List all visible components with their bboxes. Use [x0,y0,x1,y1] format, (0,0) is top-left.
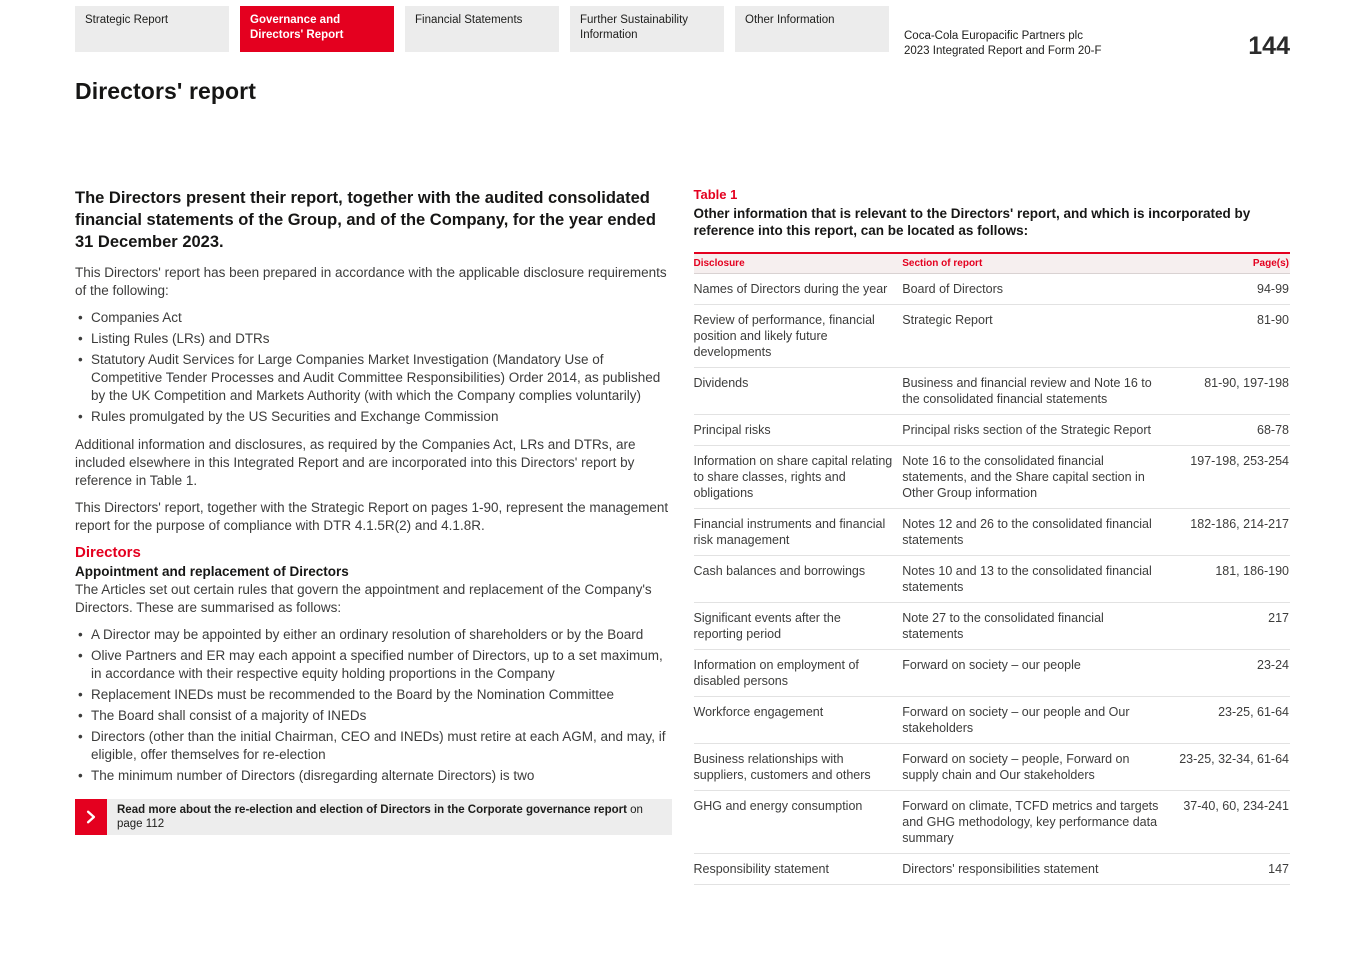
table-row [694,697,1291,744]
cell-pages: 147 [1171,854,1290,885]
cell-disclosure: Financial instruments and financial risk management [694,509,903,556]
cell-disclosure: Cash balances and borrowings [694,556,903,603]
directors-section-heading: Directors [75,544,141,561]
cell-pages: 197-198, 253-254 [1171,446,1290,509]
cell-disclosure: Workforce engagement [694,697,903,744]
bullet-item: • Statutory Audit Services for Large Companies Market Investigation (Mandatory Use of Competitive Tender Processes and Audit Committee Responsibilities) Order 2014, as published by the UK Competition and Markets Authority (with which the Company complies voluntarily) [75,351,672,405]
table-row [694,556,1291,603]
content-columns [75,187,1290,885]
cell-disclosure: GHG and energy consumption [694,791,903,854]
cell-pages: 81-90, 197-198 [1171,368,1290,415]
table-row [694,603,1291,650]
cell-section: Business and financial review and Note 16 to the consolidated financial statements [902,368,1170,415]
cell-disclosure: Information on share capital relating to share classes, rights and obligations [694,446,903,509]
bullet-item: • A Director may be appointed by either an ordinary resolution of shareholders or by the Board [75,626,672,644]
cell-disclosure: Significant events after the reporting period [694,603,903,650]
appointment-subheading: Appointment and replacement of Directors [75,564,349,579]
bullet-item: • The Board shall consist of a majority of INEDs [75,707,672,725]
cell-section: Notes 10 and 13 to the consolidated financial statements [902,556,1170,603]
cell-section: Forward on society – people, Forward on supply chain and Our stakeholders [902,744,1170,791]
read-more-bold: Read more about the re-election and election of Directors in the Corporate governance report [117,804,627,816]
cell-pages: 217 [1171,603,1290,650]
bullet-item: • Replacement INEDs must be recommended to the Board by the Nomination Committee [75,686,672,704]
bullet-item: • Companies Act [75,309,672,327]
cell-pages: 68-78 [1171,415,1290,446]
lead-paragraph: The Directors present their report, together with the audited consolidated financial statements of the Group, and of the Company, for the year ended 31 December 2023. [75,189,656,251]
section-tabs [75,6,889,52]
column-header-disclosure: Disclosure [694,253,903,274]
cell-section: Note 16 to the consolidated financial statements, and the Share capital section in Other Group information [902,446,1170,509]
chevron-right-icon [75,799,107,835]
read-more-rest: on page 112 [117,804,643,830]
bullet-item: • The minimum number of Directors (disregarding alternate Directors) is two [75,767,672,785]
table-row [694,446,1291,509]
cell-section: Strategic Report [902,305,1170,368]
table-row [694,791,1291,854]
cell-section: Principal risks section of the Strategic Report [902,415,1170,446]
table-row [694,415,1291,446]
bullet-item: • Directors (other than the initial Chairman, CEO and INEDs) must retire at each AGM, and may, if eligible, offer themselves for re-election [75,728,672,764]
cell-disclosure: Dividends [694,368,903,415]
cell-disclosure: Business relationships with suppliers, customers and others [694,744,903,791]
cell-pages: 94-99 [1171,274,1290,305]
page-title: Directors' report [75,78,256,104]
cell-section: Directors' responsibilities statement [902,854,1170,885]
cell-pages: 23-25, 32-34, 61-64 [1171,744,1290,791]
tab-financial-statements[interactable]: Financial Statements [405,6,559,52]
table-header-row [694,253,1291,274]
cell-disclosure: Information on employment of disabled persons [694,650,903,697]
cell-pages: 23-25, 61-64 [1171,697,1290,744]
bullet-item: • Listing Rules (LRs) and DTRs [75,330,672,348]
right-column [694,187,1291,885]
articles-paragraph: The Articles set out certain rules that govern the appointment and replacement of the Company's Directors. These are summarised as follows: [75,582,652,615]
cell-section: Forward on society – our people and Our stakeholders [902,697,1170,744]
bullet-item: • Rules promulgated by the US Securities and Exchange Commission [75,408,672,426]
table-label: Table 1 [693,187,738,202]
column-header-section: Section of report [902,253,1170,274]
appointment-rules-list [75,626,672,785]
report-name: 2023 Integrated Report and Form 20-F [904,45,1102,58]
table-row [694,368,1291,415]
management-report-paragraph: This Directors' report, together with the Strategic Report on pages 1-90, represent the management report for the purpose of compliance with DTR 4.1.5R(2) and 4.1.8R. [75,500,669,533]
tab-other-information[interactable]: Other Information [735,6,889,52]
table-header [694,253,1291,274]
top-navigation [75,6,1290,61]
intro-paragraph: This Directors' report has been prepared in accordance with the applicable disclosure requirements of the following: [75,265,667,298]
cell-pages: 181, 186-190 [1171,556,1290,603]
table-heading: Other information that is relevant to the Directors' report, and which is incorporated by reference into this report, can be located as follows: [693,206,1251,238]
cell-pages: 37-40, 60, 234-241 [1171,791,1290,854]
disclosure-requirements-list [75,309,672,426]
cell-disclosure: Names of Directors during the year [694,274,903,305]
cell-pages: 182-186, 214-217 [1171,509,1290,556]
tab-strategic-report[interactable]: Strategic Report [75,6,229,52]
cell-section: Note 27 to the consolidated financial statements [902,603,1170,650]
page-number: 144 [1248,32,1290,60]
table-row [694,305,1291,368]
cell-disclosure: Review of performance, financial position and likely future developments [694,305,903,368]
table-row [694,650,1291,697]
table-row [694,854,1291,885]
cell-disclosure: Responsibility statement [694,854,903,885]
cell-pages: 23-24 [1171,650,1290,697]
left-column [75,187,672,885]
additional-info-paragraph: Additional information and disclosures, as required by the Companies Act, LRs and DTRs, are included elsewhere in this Integrated Report and are incorporated into this Directors' report by reference in Table 1. [75,437,636,488]
table-row [694,274,1291,305]
cell-section: Board of Directors [902,274,1170,305]
read-more-text [107,799,672,835]
company-name: Coca-Cola Europacific Partners plc [904,30,1083,42]
tab-further-sustainability-information[interactable]: Further Sustainability Information [570,6,724,52]
cell-pages: 81-90 [1171,305,1290,368]
table-body [694,274,1291,885]
cell-section: Forward on society – our people [902,650,1170,697]
cell-section: Notes 12 and 26 to the consolidated financial statements [902,509,1170,556]
column-header-pages: Page(s) [1171,253,1290,274]
bullet-item: • Olive Partners and ER may each appoint a specified number of Directors, up to a set maximum, in accordance with their respective equity holding proportions in the Company [75,647,672,683]
table-row [694,744,1291,791]
report-identity [904,6,1102,59]
cell-disclosure: Principal risks [694,415,903,446]
tab-governance-directors-report[interactable]: Governance and Directors' Report [240,6,394,52]
read-more-callout[interactable] [75,799,672,835]
reference-table [694,252,1291,885]
cell-section: Forward on climate, TCFD metrics and targets and GHG methodology, key performance data summary [902,791,1170,854]
table-row [694,509,1291,556]
